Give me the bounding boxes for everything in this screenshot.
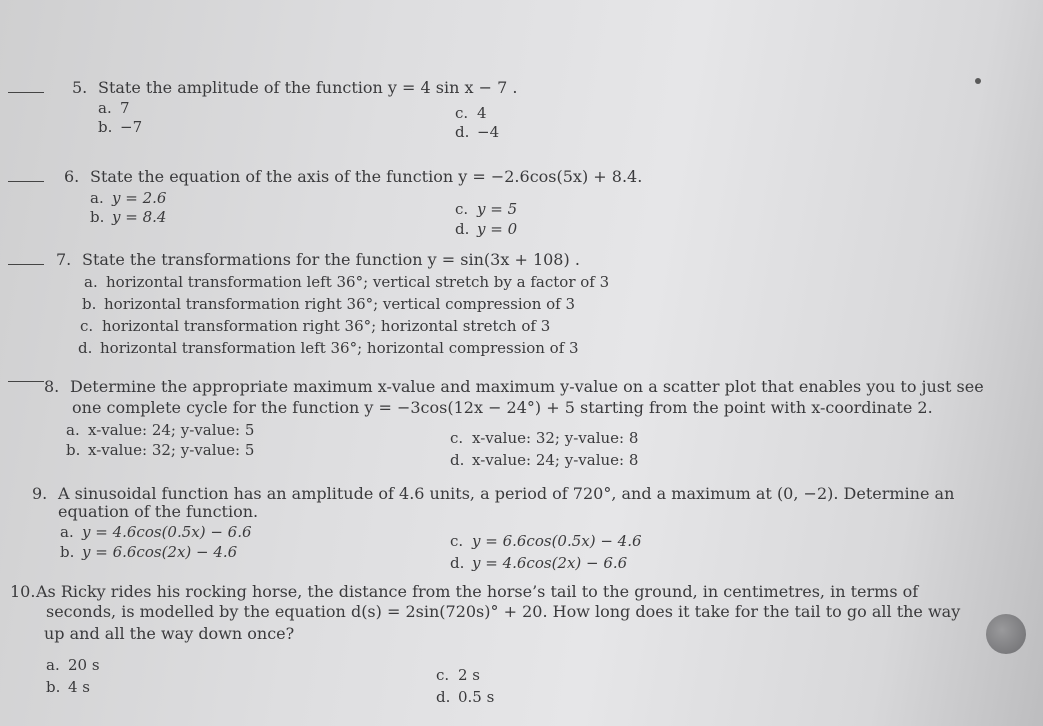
question-7: 7. State the transformations for the function y = sin(3x + 108) . bbox=[56, 250, 580, 269]
question-10-stem-line2: seconds, is modelled by the equation d(s) = 2sin(720s)° + 20. How long does it take for the tail to go all the way bbox=[46, 602, 961, 621]
thumb-shadow bbox=[986, 614, 1026, 654]
question-10: 10.As Ricky rides his rocking horse, the distance from the horse’s tail to the ground, in centimetres, in terms of bbox=[10, 582, 919, 601]
q6-option-b[interactable]: b. y = 8.4 bbox=[90, 208, 167, 226]
question-8-stem-line2: one complete cycle for the function y = −3cos(12x − 24°) + 5 starting from the point with x-coordinate 2. bbox=[72, 398, 933, 417]
q7-option-c[interactable]: c. horizontal transformation right 36°; horizontal stretch of 3 bbox=[80, 317, 551, 335]
question-8: 8. Determine the appropriate maximum x-value and maximum y-value on a scatter plot that enables you to just see bbox=[44, 377, 984, 396]
answer-blank-8[interactable] bbox=[8, 381, 44, 382]
q6-option-a[interactable]: a. y = 2.6 bbox=[90, 189, 167, 207]
q8-option-d[interactable]: d. x-value: 24; y-value: 8 bbox=[450, 451, 639, 469]
question-6-stem: State the equation of the axis of the function y = −2.6cos(5x) + 8.4. bbox=[90, 167, 643, 186]
q9-option-c[interactable]: c. y = 6.6cos(0.5x) − 4.6 bbox=[450, 532, 642, 550]
q6-option-c[interactable]: c. y = 5 bbox=[455, 200, 518, 218]
q6-option-d[interactable]: d. y = 0 bbox=[455, 220, 518, 238]
q5-option-a[interactable]: a. 7 bbox=[98, 99, 130, 117]
q9-option-d[interactable]: d. y = 4.6cos(2x) − 6.6 bbox=[450, 554, 628, 572]
question-5: 5. State the amplitude of the function y = 4 sin x − 7 . bbox=[72, 78, 518, 97]
q8-option-a[interactable]: a. x-value: 24; y-value: 5 bbox=[66, 421, 255, 439]
q10-option-b[interactable]: b. 4 s bbox=[46, 678, 91, 696]
answer-blank-6[interactable] bbox=[8, 181, 44, 182]
q8-option-c[interactable]: c. x-value: 32; y-value: 8 bbox=[450, 429, 639, 447]
q7-option-a[interactable]: a. horizontal transformation left 36°; vertical stretch by a factor of 3 bbox=[84, 273, 610, 291]
q5-option-c[interactable]: c. 4 bbox=[455, 104, 487, 122]
margin-dot bbox=[975, 78, 981, 84]
q10-option-a[interactable]: a. 20 s bbox=[46, 656, 100, 674]
q7-option-d[interactable]: d. horizontal transformation left 36°; horizontal compression of 3 bbox=[78, 339, 579, 357]
question-7-stem: State the transformations for the function y = sin(3x + 108) . bbox=[82, 250, 580, 269]
question-9: 9. A sinusoidal function has an amplitude of 4.6 units, a period of 720°, and a maximum at (0, −2). Determine an bbox=[32, 484, 955, 503]
q10-option-d[interactable]: d. 0.5 s bbox=[436, 688, 495, 706]
q5-option-b[interactable]: b. −7 bbox=[98, 118, 143, 136]
question-9-stem-line2: equation of the function. bbox=[58, 502, 259, 521]
question-10-stem-line3: up and all the way down once? bbox=[44, 624, 295, 643]
question-5-stem: State the amplitude of the function y = 4 sin x − 7 . bbox=[98, 78, 518, 97]
q9-option-b[interactable]: b. y = 6.6cos(2x) − 4.6 bbox=[60, 543, 238, 561]
q5-option-d[interactable]: d. −4 bbox=[455, 123, 500, 141]
answer-blank-5[interactable] bbox=[8, 92, 44, 93]
question-8-stem: Determine the appropriate maximum x-value and maximum y-value on a scatter plot that enables you to just see bbox=[70, 377, 984, 396]
answer-blank-7[interactable] bbox=[8, 264, 44, 265]
q8-option-b[interactable]: b. x-value: 32; y-value: 5 bbox=[66, 441, 255, 459]
q10-option-c[interactable]: c. 2 s bbox=[436, 666, 481, 684]
question-9-stem: A sinusoidal function has an amplitude of 4.6 units, a period of 720°, and a maximum at (0, −2). Determine an bbox=[58, 484, 955, 503]
q7-option-b[interactable]: b. horizontal transformation right 36°; vertical compression of 3 bbox=[82, 295, 576, 313]
q9-option-a[interactable]: a. y = 4.6cos(0.5x) − 6.6 bbox=[60, 523, 252, 541]
question-6: 6. State the equation of the axis of the function y = −2.6cos(5x) + 8.4. bbox=[64, 167, 643, 186]
question-10-stem: As Ricky rides his rocking horse, the distance from the horse’s tail to the ground, in centimetres, in terms of bbox=[36, 582, 919, 601]
